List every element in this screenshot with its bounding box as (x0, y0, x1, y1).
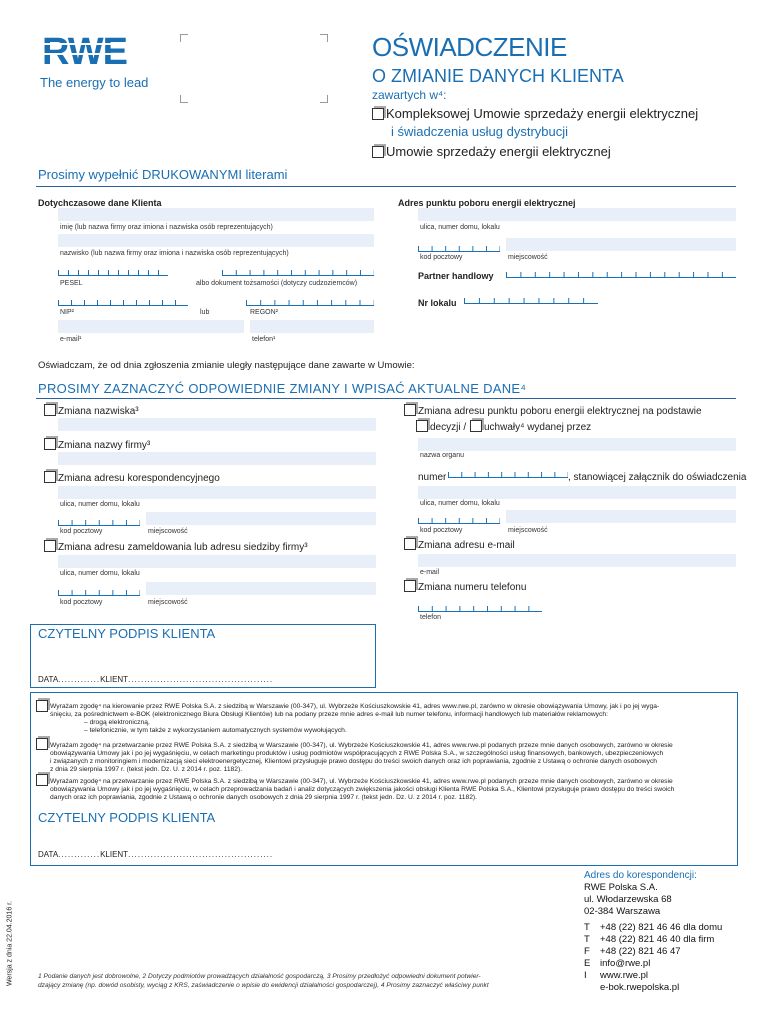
organ-label: nazwa organu (420, 452, 464, 459)
pesel-field[interactable] (58, 266, 168, 276)
numer-field[interactable] (448, 468, 568, 478)
resolution-label: uchwały⁴ wydanej przez (484, 422, 592, 433)
numer-label: numer (418, 472, 447, 483)
change-company-option[interactable] (44, 438, 150, 451)
signature-line-1[interactable]: DATA.............KLIENT............................................. (38, 675, 274, 684)
reg-street-field[interactable] (58, 555, 376, 568)
regon-label: REGON² (250, 309, 278, 316)
nip-field[interactable] (58, 296, 188, 306)
checkbox[interactable] (44, 540, 56, 552)
partner-field[interactable] (506, 268, 736, 278)
name-field[interactable] (58, 208, 374, 221)
email-label: e-mail¹ (60, 336, 82, 343)
right-section-title: Adres punktu poboru energii elektrycznej (398, 198, 576, 208)
partner-label: Partner handlowy (418, 271, 494, 281)
checkbox[interactable] (404, 404, 416, 416)
consent-1-text (50, 703, 736, 735)
corr-street-label: ulica, numer domu, lokalu (60, 501, 140, 508)
contract-option-1-label: Kompleksowej Umowie sprzedaży energii elektrycznej (386, 106, 699, 121)
contact-company: RWE Polska S.A. (584, 882, 658, 893)
reg-postcode-field[interactable] (58, 586, 140, 596)
fax-value: +48 (22) 821 46 47 (600, 946, 681, 957)
contact-phone-home (584, 922, 722, 934)
supply-city-field[interactable] (506, 238, 736, 251)
logo-tagline: The energy to lead (40, 75, 149, 90)
version-label: Wersja z dnia 22.04.2016 r. (6, 900, 14, 987)
footnote-line: 1 Podanie danych jest dobrowolne, 2 Dotyczy podmiotów prowadzących działalność gospodarczą, 3 Prosimy przedłożyć odpowiedni dokument potwier- (38, 973, 481, 980)
consent-1-checkbox[interactable] (36, 700, 50, 713)
signature-title-1: CZYTELNY PODPIS KLIENTA (38, 626, 216, 641)
supply-street-field[interactable] (418, 208, 736, 221)
corner-mark (320, 34, 328, 42)
ppe-street-field[interactable] (418, 486, 736, 499)
instruction-text: Prosimy wypełnić DRUKOWANYMI literami (38, 167, 288, 182)
organ-field[interactable] (418, 438, 736, 451)
email-field[interactable] (58, 320, 244, 333)
consent-3-line: danych oraz ich poprawiania, zgodnie z Ustawą o ochronie danych osobowych z dnia 29 sierpnia 1997 r. (tekst jedn. Dz. U. z 2014 r. poz. 1182). (50, 794, 478, 801)
changes-title: PROSIMY ZAZNACZYĆ ODPOWIEDNIE ZMIANY I WPISAĆ AKTUALNE DANE⁴ (38, 381, 527, 396)
web-value[interactable]: www.rwe.pl (600, 970, 649, 981)
contact-email[interactable] (584, 958, 722, 970)
consent-3-checkbox[interactable] (36, 774, 50, 787)
contract-option-1[interactable] (372, 106, 698, 121)
nr-lokalu-field[interactable] (464, 294, 598, 304)
checkbox[interactable] (416, 420, 428, 432)
change-reg-label: Zmiana adresu zameldowania lub adresu siedziby firmy³ (58, 542, 308, 553)
checkbox[interactable] (372, 108, 384, 120)
phone-home-value: +48 (22) 821 46 46 dla domu (600, 922, 723, 933)
checkbox[interactable] (44, 471, 56, 483)
footnote-line: dzający zmianę (np. dowód osobisty, wyciąg z KRS, zaświadczenie o wpisie do ewidencji działalności gospodarczej), 4 Prosimy zaznaczyć właściwy punkt (38, 982, 489, 989)
divider (36, 398, 736, 399)
corr-street-field[interactable] (58, 486, 376, 499)
page-subtitle: O ZMIANIE DANYCH KLIENTA (372, 66, 624, 86)
declaration-text: Oświadczam, że od dnia zgłoszenia zmianie uległy następujące dane zawarte w Umowie: (38, 360, 415, 371)
change-ppe-label: Zmiana adresu punktu poboru energii elektrycznej na podstawie (418, 406, 702, 417)
new-surname-field[interactable] (58, 418, 376, 431)
consent-1-line: śnięciu, za pośrednictwem e-BOK (elektronicznego Biura Obsługi Klientów) lub na podany przeze mnie adres e-mail lub numer telefonu, informacji handlowych lub materiałów reklamowych: (50, 711, 608, 718)
change-surname-label: Zmiana nazwiska³ (58, 406, 139, 417)
consent-2-line: z dnia 29 sierpnia 1997 r. (tekst jedn. Dz. U. z 2014 r. poz. 1182). (50, 766, 243, 773)
consent-2-line: Wyrażam zgodę⁴ na przetwarzanie przez RWE Polska S.A. z siedzibą w Warszawie (00-347), ul. Wybrzeże Kościuszkowskie 41, adres www.rwe.pl podanych przeze mnie danych osobowych, zarówno w okresie (50, 742, 673, 749)
id-doc-field[interactable] (222, 266, 374, 276)
contact-city: 02-384 Warszawa (584, 906, 661, 917)
rwe-logo (40, 34, 160, 90)
change-ppe-option[interactable] (404, 404, 702, 417)
logo-brand: RWE (42, 34, 127, 68)
supply-postcode-label: kod pocztowy (420, 254, 463, 261)
date-label: DATA (38, 850, 59, 859)
corr-postcode-label: kod pocztowy (60, 528, 103, 535)
reg-city-label: miejscowość (148, 599, 188, 606)
signature-title-2: CZYTELNY PODPIS KLIENTA (38, 810, 216, 825)
consent-1-line: Wyrażam zgodę⁴ na kierowanie przez RWE Polska S.A. z siedzibą w Warszawie (00-347), ul. Wybrzeże Kościuszkowskie 41, adres www.rwe.pl, zarówno w okresie obowiązywania Umowy, jak i po jej wyga- (50, 703, 660, 710)
consent-3-line: obowiązywania Umowy jak i po jej wygaśnięciu, w celach przeprowadzania badań i analiz dotyczących zwiększenia jakości obsługi Klienta RWE Polska S.A., Klientowi przysługuje prawo dostępu do treści swoich (50, 786, 675, 793)
signature-line-2[interactable]: DATA.............KLIENT............................................. (38, 850, 274, 859)
consent-3-text (50, 778, 736, 802)
ppe-street-label: ulica, numer domu, lokalu (420, 500, 500, 507)
client-label: KLIENT (100, 675, 129, 684)
id-doc-label: albo dokument tożsamości (dotyczy cudzoziemców) (196, 280, 358, 287)
resolution-option[interactable] (470, 420, 591, 433)
checkbox[interactable] (404, 580, 416, 592)
ebok-link[interactable]: e-bok.rwepolska.pl (600, 982, 680, 993)
surname-label: nazwisko (lub nazwa firmy oraz imiona i nazwiska osób reprezentujących) (60, 250, 289, 257)
change-corr-option[interactable] (44, 471, 220, 484)
checkbox[interactable] (36, 738, 48, 750)
rwe-logo-mark (40, 34, 160, 68)
change-email-label: Zmiana adresu e-mail (418, 540, 515, 551)
pesel-label: PESEL (60, 280, 83, 287)
footnotes (38, 972, 489, 990)
supply-street-label: ulica, numer domu, lokalu (420, 224, 500, 231)
attach-label: , stanowiącej załącznik do oświadczenia (568, 472, 747, 483)
supply-city-label: miejscowość (508, 254, 548, 261)
email-value[interactable]: info@rwe.pl (600, 958, 651, 969)
change-corr-label: Zmiana adresu korespondencyjnego (58, 473, 220, 484)
contract-option-2[interactable] (372, 144, 611, 159)
decision-label: decyzji / (430, 422, 467, 433)
checkbox[interactable] (470, 420, 482, 432)
phone-icon: T (584, 922, 590, 933)
ppe-postcode-field[interactable] (418, 514, 500, 524)
nr-lokalu-label: Nr lokalu (418, 298, 457, 308)
contact-street: ul. Włodarzewska 68 (584, 894, 672, 905)
checkbox[interactable] (404, 538, 416, 550)
divider (36, 186, 736, 187)
phone-label: telefon¹ (252, 336, 276, 343)
new-email-field[interactable] (418, 554, 736, 567)
phone-field[interactable] (250, 320, 374, 333)
new-phone-label: telefon (420, 614, 442, 621)
contact-phone-business (584, 934, 722, 946)
checkbox[interactable] (44, 438, 56, 450)
web-icon: I (584, 970, 587, 981)
reg-street-label: ulica, numer domu, lokalu (60, 570, 140, 577)
checkbox[interactable] (44, 404, 56, 416)
client-label: KLIENT (100, 850, 129, 859)
contract-option-1-label-line2: i świadczenia usług dystrybucji (391, 124, 569, 139)
change-phone-option[interactable] (404, 580, 526, 593)
change-email-option[interactable] (404, 538, 515, 551)
change-phone-label: Zmiana numeru telefonu (418, 582, 527, 593)
left-section-title: Dotychczasowe dane Klienta (38, 198, 162, 208)
fax-icon: F (584, 946, 590, 957)
consent-1-line: – telefonicznie, w tym także z wykorzystaniem automatycznych systemów wywołujących. (84, 727, 347, 734)
consent-2-text (50, 742, 736, 774)
checkbox[interactable] (36, 700, 48, 712)
name-label: imię (lub nazwa firmy oraz imiona i nazwiska osób reprezentujących) (60, 224, 273, 231)
consent-3-line: Wyrażam zgodę⁴ na przetwarzanie przez RWE Polska S.A. z siedzibą w Warszawie (00-347), ul. Wybrzeże Kościuszkowskie 41, adres www.rwe.pl podanych przeze mnie danych osobowych, zarówno w okresie (50, 778, 673, 785)
ppe-city-field[interactable] (506, 510, 736, 523)
phone-icon: T (584, 934, 590, 945)
ppe-postcode-label: kod pocztowy (420, 527, 463, 534)
corr-city-field[interactable] (146, 512, 376, 525)
email-icon: E (584, 958, 591, 969)
change-surname-option[interactable] (44, 404, 139, 417)
or-label: lub (200, 309, 210, 316)
consent-1-line: – drogą elektroniczną, (84, 719, 150, 726)
consent-2-line: obowiązywania Umowy jak i po jej wygaśnięciu, w celach marketingu produktów i usług podmiotów współpracujących z RWE Polska S.A., w szczególności usług finansowych, bankowych, ubezpieczeniowych (50, 750, 664, 757)
contract-label: zawartych w⁴: (372, 88, 447, 102)
checkbox[interactable] (372, 146, 384, 158)
surname-field[interactable] (58, 234, 374, 247)
contact-web[interactable] (584, 970, 722, 982)
page-title: OŚWIADCZENIE (372, 32, 567, 62)
contact-fax (584, 946, 722, 958)
change-company-label: Zmiana nazwy firmy³ (58, 440, 151, 451)
corr-postcode-field[interactable] (58, 516, 140, 526)
phone-business-value: +48 (22) 821 46 40 dla firm (600, 934, 715, 945)
contact-heading: Adres do korespondencji: (584, 870, 697, 881)
reg-postcode-label: kod pocztowy (60, 599, 103, 606)
checkbox[interactable] (36, 774, 48, 786)
regon-field[interactable] (246, 296, 374, 306)
corr-city-label: miejscowość (148, 528, 188, 535)
date-label: DATA (38, 675, 59, 684)
corner-mark (180, 34, 188, 42)
new-email-label: e-mail (420, 569, 440, 576)
new-company-field[interactable] (58, 452, 376, 465)
contact-block (584, 870, 722, 994)
corner-mark (180, 95, 188, 103)
change-reg-option[interactable] (44, 540, 308, 553)
consent-2-line: i związanych z monitoringiem i modernizacją sieci elektroenergetycznej, Klientowi przysługuje prawo dostępu do treści swoich danych oraz ich poprawiania, zgodnie z Ustawą o ochronie danych osobowych (50, 758, 658, 765)
decision-option[interactable] (416, 420, 466, 433)
ppe-city-label: miejscowość (508, 527, 548, 534)
consent-2-checkbox[interactable] (36, 738, 50, 751)
contract-option-2-label: Umowie sprzedaży energii elektrycznej (386, 144, 611, 159)
corner-mark (320, 95, 328, 103)
new-phone-field[interactable] (418, 602, 542, 612)
nip-label: NIP² (60, 309, 74, 316)
reg-city-field[interactable] (146, 582, 376, 595)
supply-postcode-field[interactable] (418, 242, 500, 252)
